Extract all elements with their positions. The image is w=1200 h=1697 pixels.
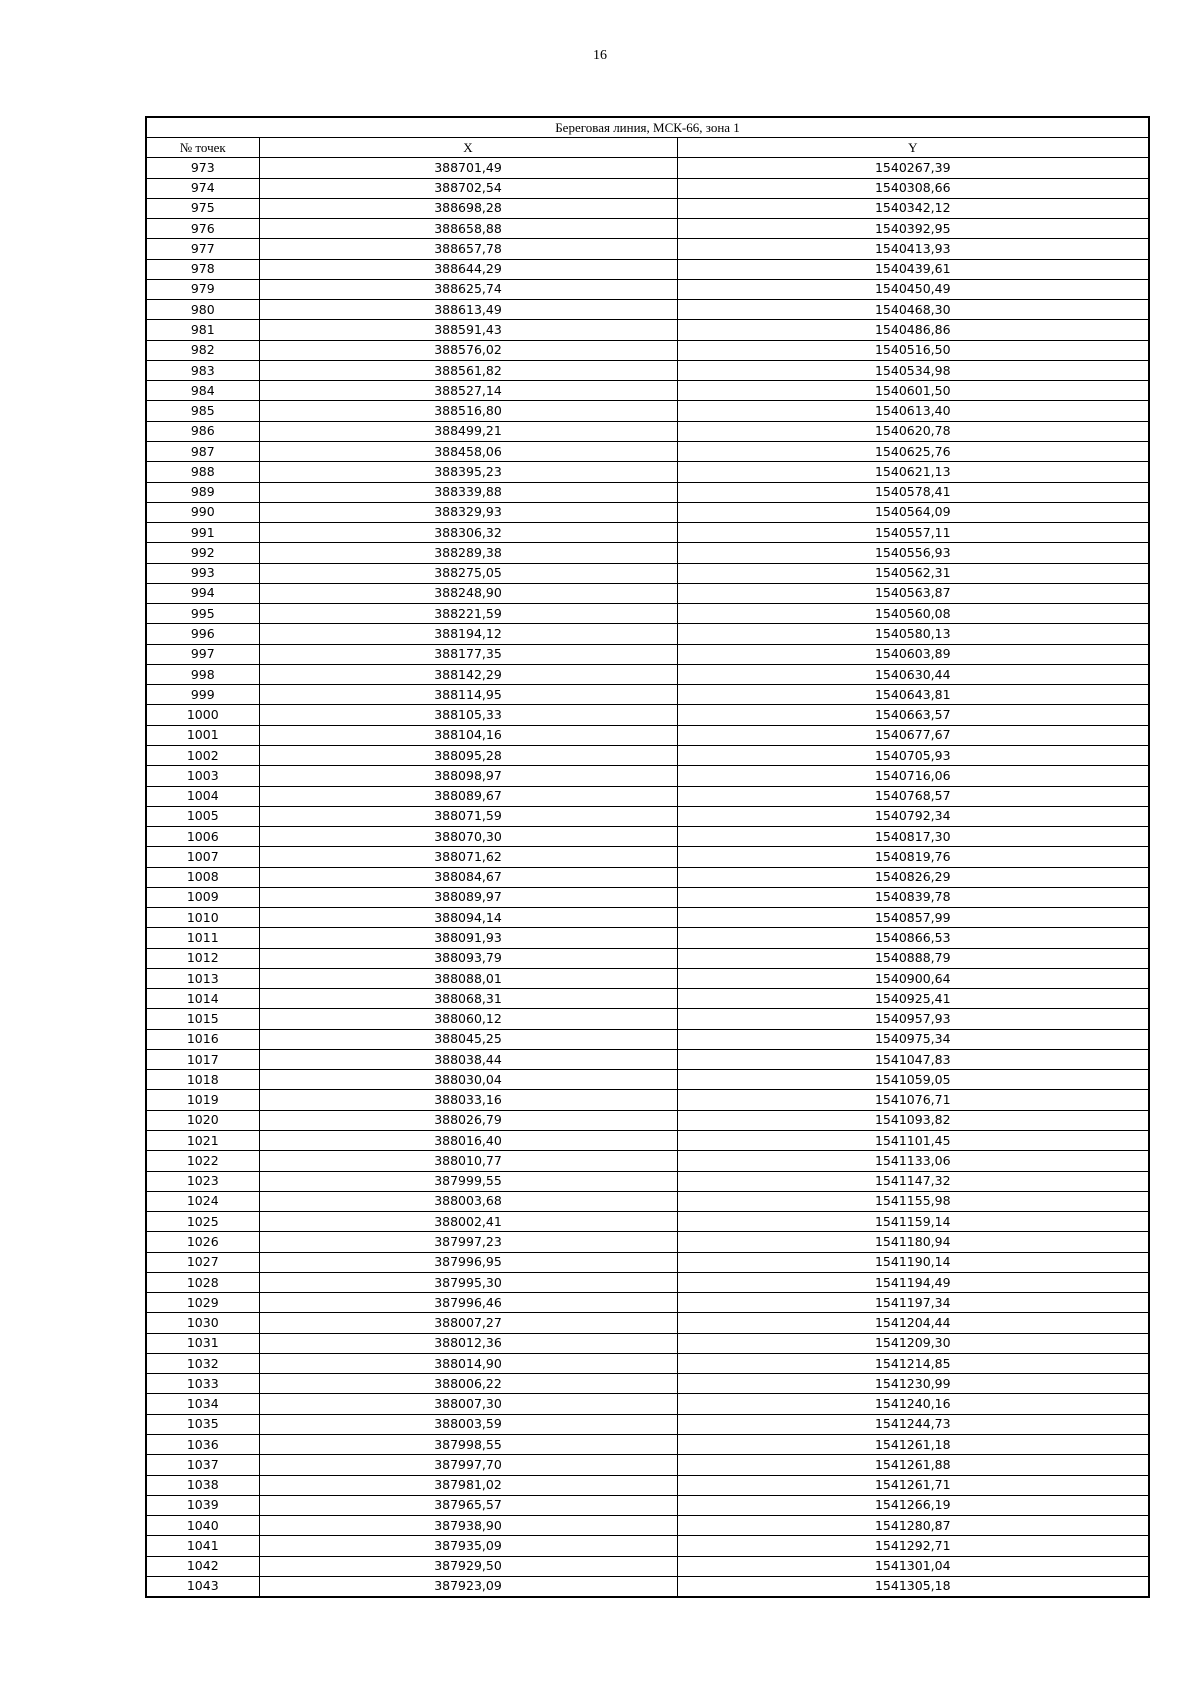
cell-point-number: 1031 — [146, 1333, 259, 1353]
cell-x: 388221,59 — [259, 604, 677, 624]
table-row — [146, 1374, 1149, 1394]
table-row — [146, 664, 1149, 684]
cell-x: 388060,12 — [259, 1009, 677, 1029]
cell-y: 1541230,99 — [677, 1374, 1149, 1394]
column-header-y: Y — [677, 138, 1149, 158]
table-row — [146, 1090, 1149, 1110]
table-row — [146, 1313, 1149, 1333]
cell-y: 1540817,30 — [677, 827, 1149, 847]
cell-y: 1541159,14 — [677, 1212, 1149, 1232]
cell-x: 388701,49 — [259, 158, 677, 178]
cell-x: 388613,49 — [259, 300, 677, 320]
cell-y: 1540450,49 — [677, 279, 1149, 299]
cell-y: 1540630,44 — [677, 664, 1149, 684]
cell-y: 1540643,81 — [677, 685, 1149, 705]
table-row — [146, 1151, 1149, 1171]
cell-point-number: 1011 — [146, 928, 259, 948]
cell-y: 1540677,67 — [677, 725, 1149, 745]
cell-x: 388658,88 — [259, 219, 677, 239]
cell-point-number: 979 — [146, 279, 259, 299]
table-row — [146, 705, 1149, 725]
table-row — [146, 827, 1149, 847]
table-row — [146, 766, 1149, 786]
table-row — [146, 806, 1149, 826]
cell-y: 1540792,34 — [677, 806, 1149, 826]
table-row — [146, 401, 1149, 421]
cell-y: 1540563,87 — [677, 583, 1149, 603]
cell-point-number: 1006 — [146, 827, 259, 847]
cell-y: 1541155,98 — [677, 1191, 1149, 1211]
cell-point-number: 1018 — [146, 1070, 259, 1090]
cell-x: 388038,44 — [259, 1049, 677, 1069]
cell-point-number: 1041 — [146, 1536, 259, 1556]
table-row — [146, 583, 1149, 603]
cell-x: 388142,29 — [259, 664, 677, 684]
cell-x: 388014,90 — [259, 1353, 677, 1373]
cell-point-number: 1007 — [146, 847, 259, 867]
cell-y: 1540601,50 — [677, 381, 1149, 401]
cell-y: 1541301,04 — [677, 1556, 1149, 1576]
cell-point-number: 1005 — [146, 806, 259, 826]
cell-y: 1541197,34 — [677, 1293, 1149, 1313]
table-row — [146, 604, 1149, 624]
cell-point-number: 1009 — [146, 887, 259, 907]
cell-x: 388071,62 — [259, 847, 677, 867]
table-row — [146, 928, 1149, 948]
cell-y: 1541240,16 — [677, 1394, 1149, 1414]
table-row — [146, 360, 1149, 380]
table-row — [146, 1029, 1149, 1049]
cell-y: 1540564,09 — [677, 502, 1149, 522]
cell-y: 1541280,87 — [677, 1516, 1149, 1536]
table-row — [146, 1191, 1149, 1211]
cell-point-number: 994 — [146, 583, 259, 603]
table-row — [146, 1333, 1149, 1353]
cell-y: 1540413,93 — [677, 239, 1149, 259]
cell-y: 1540620,78 — [677, 421, 1149, 441]
cell-point-number: 1032 — [146, 1353, 259, 1373]
cell-x: 388089,67 — [259, 786, 677, 806]
column-header-point-number: № точек — [146, 138, 259, 158]
cell-point-number: 983 — [146, 360, 259, 380]
cell-point-number: 1001 — [146, 725, 259, 745]
cell-x: 387935,09 — [259, 1536, 677, 1556]
cell-x: 388248,90 — [259, 583, 677, 603]
cell-x: 388089,97 — [259, 887, 677, 907]
cell-y: 1540562,31 — [677, 563, 1149, 583]
cell-point-number: 995 — [146, 604, 259, 624]
column-header-x: X — [259, 138, 677, 158]
cell-point-number: 1023 — [146, 1171, 259, 1191]
cell-x: 388093,79 — [259, 948, 677, 968]
table-row — [146, 989, 1149, 1009]
cell-x: 388003,59 — [259, 1414, 677, 1434]
table-row — [146, 1252, 1149, 1272]
cell-y: 1541147,32 — [677, 1171, 1149, 1191]
table-row — [146, 1435, 1149, 1455]
cell-point-number: 1036 — [146, 1435, 259, 1455]
cell-point-number: 1039 — [146, 1495, 259, 1515]
cell-y: 1540975,34 — [677, 1029, 1149, 1049]
cell-point-number: 973 — [146, 158, 259, 178]
cell-y: 1540516,50 — [677, 340, 1149, 360]
table-row — [146, 1171, 1149, 1191]
cell-point-number: 1033 — [146, 1374, 259, 1394]
cell-y: 1540486,86 — [677, 320, 1149, 340]
cell-x: 388104,16 — [259, 725, 677, 745]
cell-point-number: 1030 — [146, 1313, 259, 1333]
table-row — [146, 1475, 1149, 1495]
cell-y: 1540621,13 — [677, 462, 1149, 482]
cell-point-number: 1021 — [146, 1131, 259, 1151]
cell-point-number: 1010 — [146, 908, 259, 928]
cell-y: 1541209,30 — [677, 1333, 1149, 1353]
table-row — [146, 908, 1149, 928]
cell-x: 388194,12 — [259, 624, 677, 644]
cell-point-number: 990 — [146, 502, 259, 522]
cell-point-number: 998 — [146, 664, 259, 684]
table-row — [146, 1394, 1149, 1414]
table-row — [146, 198, 1149, 218]
cell-x: 388095,28 — [259, 745, 677, 765]
cell-point-number: 1002 — [146, 745, 259, 765]
table-row — [146, 1131, 1149, 1151]
cell-point-number: 980 — [146, 300, 259, 320]
cell-y: 1541047,83 — [677, 1049, 1149, 1069]
cell-x: 388094,14 — [259, 908, 677, 928]
table-row — [146, 1414, 1149, 1434]
cell-y: 1541305,18 — [677, 1576, 1149, 1597]
cell-x: 388012,36 — [259, 1333, 677, 1353]
cell-x: 388458,06 — [259, 441, 677, 461]
cell-point-number: 1027 — [146, 1252, 259, 1272]
cell-point-number: 989 — [146, 482, 259, 502]
cell-point-number: 1022 — [146, 1151, 259, 1171]
cell-x: 388088,01 — [259, 968, 677, 988]
table-row — [146, 300, 1149, 320]
cell-x: 388098,97 — [259, 766, 677, 786]
cell-point-number: 1000 — [146, 705, 259, 725]
cell-x: 388114,95 — [259, 685, 677, 705]
cell-y: 1541214,85 — [677, 1353, 1149, 1373]
cell-x: 388702,54 — [259, 178, 677, 198]
cell-point-number: 1034 — [146, 1394, 259, 1414]
table-row — [146, 563, 1149, 583]
cell-y: 1540439,61 — [677, 259, 1149, 279]
table-title: Береговая линия, МСК-66, зона 1 — [146, 117, 1149, 138]
cell-x: 388657,78 — [259, 239, 677, 259]
cell-point-number: 1028 — [146, 1272, 259, 1292]
cell-y: 1540768,57 — [677, 786, 1149, 806]
cell-y: 1540716,06 — [677, 766, 1149, 786]
cell-x: 388625,74 — [259, 279, 677, 299]
cell-point-number: 982 — [146, 340, 259, 360]
table-row — [146, 441, 1149, 461]
cell-point-number: 988 — [146, 462, 259, 482]
table-row — [146, 948, 1149, 968]
cell-x: 388499,21 — [259, 421, 677, 441]
cell-x: 388002,41 — [259, 1212, 677, 1232]
cell-y: 1541292,71 — [677, 1536, 1149, 1556]
cell-point-number: 1003 — [146, 766, 259, 786]
cell-point-number: 974 — [146, 178, 259, 198]
table-row — [146, 259, 1149, 279]
table-row — [146, 887, 1149, 907]
cell-y: 1540857,99 — [677, 908, 1149, 928]
cell-y: 1540819,76 — [677, 847, 1149, 867]
cell-y: 1540888,79 — [677, 948, 1149, 968]
cell-y: 1540578,41 — [677, 482, 1149, 502]
cell-x: 387965,57 — [259, 1495, 677, 1515]
table-row — [146, 1293, 1149, 1313]
cell-point-number: 986 — [146, 421, 259, 441]
cell-x: 388068,31 — [259, 989, 677, 1009]
cell-x: 388010,77 — [259, 1151, 677, 1171]
cell-y: 1540900,64 — [677, 968, 1149, 988]
cell-y: 1540308,66 — [677, 178, 1149, 198]
cell-y: 1540625,76 — [677, 441, 1149, 461]
cell-x: 388395,23 — [259, 462, 677, 482]
cell-x: 388516,80 — [259, 401, 677, 421]
cell-y: 1540560,08 — [677, 604, 1149, 624]
cell-x: 387996,46 — [259, 1293, 677, 1313]
table-row — [146, 1556, 1149, 1576]
cell-y: 1541180,94 — [677, 1232, 1149, 1252]
cell-x: 388275,05 — [259, 563, 677, 583]
coordinates-table — [145, 116, 1150, 1598]
table-row — [146, 340, 1149, 360]
table-row — [146, 1070, 1149, 1090]
cell-x: 388030,04 — [259, 1070, 677, 1090]
table-row — [146, 968, 1149, 988]
cell-x: 388003,68 — [259, 1191, 677, 1211]
cell-y: 1541101,45 — [677, 1131, 1149, 1151]
cell-point-number: 1017 — [146, 1049, 259, 1069]
cell-y: 1541059,05 — [677, 1070, 1149, 1090]
table-row — [146, 320, 1149, 340]
table-row — [146, 219, 1149, 239]
cell-x: 388329,93 — [259, 502, 677, 522]
cell-x: 388026,79 — [259, 1110, 677, 1130]
cell-point-number: 1012 — [146, 948, 259, 968]
table-row — [146, 685, 1149, 705]
cell-y: 1541133,06 — [677, 1151, 1149, 1171]
cell-point-number: 1020 — [146, 1110, 259, 1130]
cell-y: 1540580,13 — [677, 624, 1149, 644]
cell-y: 1541076,71 — [677, 1090, 1149, 1110]
cell-y: 1540866,53 — [677, 928, 1149, 948]
cell-x: 387981,02 — [259, 1475, 677, 1495]
table-row — [146, 1455, 1149, 1475]
cell-x: 388091,93 — [259, 928, 677, 948]
page-number: 16 — [593, 48, 607, 63]
table-row — [146, 1576, 1149, 1597]
cell-x: 388016,40 — [259, 1131, 677, 1151]
cell-x: 388033,16 — [259, 1090, 677, 1110]
cell-point-number: 1015 — [146, 1009, 259, 1029]
cell-point-number: 992 — [146, 543, 259, 563]
cell-x: 388576,02 — [259, 340, 677, 360]
table-row — [146, 482, 1149, 502]
table-row — [146, 644, 1149, 664]
table-row — [146, 867, 1149, 887]
cell-x: 388339,88 — [259, 482, 677, 502]
cell-x: 388561,82 — [259, 360, 677, 380]
cell-point-number: 1042 — [146, 1556, 259, 1576]
cell-x: 387996,95 — [259, 1252, 677, 1272]
cell-point-number: 1029 — [146, 1293, 259, 1313]
cell-y: 1540957,93 — [677, 1009, 1149, 1029]
cell-y: 1540603,89 — [677, 644, 1149, 664]
cell-y: 1541194,49 — [677, 1272, 1149, 1292]
cell-y: 1541266,19 — [677, 1495, 1149, 1515]
cell-y: 1541261,18 — [677, 1435, 1149, 1455]
cell-y: 1541244,73 — [677, 1414, 1149, 1434]
cell-x: 387997,70 — [259, 1455, 677, 1475]
cell-point-number: 987 — [146, 441, 259, 461]
table-row — [146, 462, 1149, 482]
cell-point-number: 1008 — [146, 867, 259, 887]
cell-x: 387998,55 — [259, 1435, 677, 1455]
cell-point-number: 1013 — [146, 968, 259, 988]
cell-point-number: 1004 — [146, 786, 259, 806]
table-row — [146, 1353, 1149, 1373]
cell-y: 1540663,57 — [677, 705, 1149, 725]
table-row — [146, 1536, 1149, 1556]
table-row — [146, 158, 1149, 178]
table-row — [146, 1110, 1149, 1130]
cell-x: 387929,50 — [259, 1556, 677, 1576]
cell-x: 387999,55 — [259, 1171, 677, 1191]
cell-x: 388289,38 — [259, 543, 677, 563]
cell-y: 1541093,82 — [677, 1110, 1149, 1130]
cell-point-number: 993 — [146, 563, 259, 583]
cell-x: 388527,14 — [259, 381, 677, 401]
cell-point-number: 978 — [146, 259, 259, 279]
cell-x: 388698,28 — [259, 198, 677, 218]
cell-y: 1541261,88 — [677, 1455, 1149, 1475]
cell-point-number: 1026 — [146, 1232, 259, 1252]
table-row — [146, 1272, 1149, 1292]
table-row — [146, 1495, 1149, 1515]
table-row — [146, 1009, 1149, 1029]
table-row — [146, 1232, 1149, 1252]
cell-x: 387995,30 — [259, 1272, 677, 1292]
cell-y: 1540826,29 — [677, 867, 1149, 887]
cell-x: 388007,27 — [259, 1313, 677, 1333]
table-row — [146, 523, 1149, 543]
cell-y: 1540557,11 — [677, 523, 1149, 543]
cell-x: 388177,35 — [259, 644, 677, 664]
cell-x: 388070,30 — [259, 827, 677, 847]
cell-x: 388105,33 — [259, 705, 677, 725]
cell-point-number: 984 — [146, 381, 259, 401]
cell-x: 387923,09 — [259, 1576, 677, 1597]
cell-point-number: 1016 — [146, 1029, 259, 1049]
table-row — [146, 178, 1149, 198]
cell-y: 1540925,41 — [677, 989, 1149, 1009]
table-row — [146, 1212, 1149, 1232]
cell-point-number: 977 — [146, 239, 259, 259]
cell-y: 1540705,93 — [677, 745, 1149, 765]
cell-point-number: 1040 — [146, 1516, 259, 1536]
table-row — [146, 725, 1149, 745]
cell-point-number: 1037 — [146, 1455, 259, 1475]
cell-point-number: 1025 — [146, 1212, 259, 1232]
cell-y: 1540556,93 — [677, 543, 1149, 563]
table-row — [146, 786, 1149, 806]
cell-point-number: 999 — [146, 685, 259, 705]
table-row — [146, 847, 1149, 867]
table-row — [146, 502, 1149, 522]
cell-y: 1540392,95 — [677, 219, 1149, 239]
cell-x: 388306,32 — [259, 523, 677, 543]
table-row — [146, 1516, 1149, 1536]
cell-y: 1540468,30 — [677, 300, 1149, 320]
cell-y: 1540839,78 — [677, 887, 1149, 907]
cell-point-number: 991 — [146, 523, 259, 543]
cell-point-number: 975 — [146, 198, 259, 218]
cell-y: 1541204,44 — [677, 1313, 1149, 1333]
cell-x: 388045,25 — [259, 1029, 677, 1049]
table-row — [146, 239, 1149, 259]
cell-x: 388084,67 — [259, 867, 677, 887]
cell-point-number: 996 — [146, 624, 259, 644]
cell-point-number: 1035 — [146, 1414, 259, 1434]
cell-y: 1540534,98 — [677, 360, 1149, 380]
cell-y: 1541261,71 — [677, 1475, 1149, 1495]
cell-point-number: 1043 — [146, 1576, 259, 1597]
cell-point-number: 997 — [146, 644, 259, 664]
table-row — [146, 543, 1149, 563]
cell-point-number: 1019 — [146, 1090, 259, 1110]
cell-x: 388591,43 — [259, 320, 677, 340]
cell-point-number: 1024 — [146, 1191, 259, 1211]
table-row — [146, 624, 1149, 644]
cell-y: 1540267,39 — [677, 158, 1149, 178]
cell-point-number: 1038 — [146, 1475, 259, 1495]
cell-y: 1540342,12 — [677, 198, 1149, 218]
cell-y: 1541190,14 — [677, 1252, 1149, 1272]
cell-x: 388006,22 — [259, 1374, 677, 1394]
cell-y: 1540613,40 — [677, 401, 1149, 421]
table-row — [146, 421, 1149, 441]
cell-point-number: 985 — [146, 401, 259, 421]
cell-point-number: 976 — [146, 219, 259, 239]
cell-point-number: 1014 — [146, 989, 259, 1009]
table-row — [146, 1049, 1149, 1069]
table-row — [146, 745, 1149, 765]
cell-x: 387938,90 — [259, 1516, 677, 1536]
table-body — [146, 158, 1149, 1597]
table-row — [146, 279, 1149, 299]
cell-x: 388007,30 — [259, 1394, 677, 1414]
cell-x: 387997,23 — [259, 1232, 677, 1252]
cell-x: 388071,59 — [259, 806, 677, 826]
cell-x: 388644,29 — [259, 259, 677, 279]
cell-point-number: 981 — [146, 320, 259, 340]
table-row — [146, 381, 1149, 401]
